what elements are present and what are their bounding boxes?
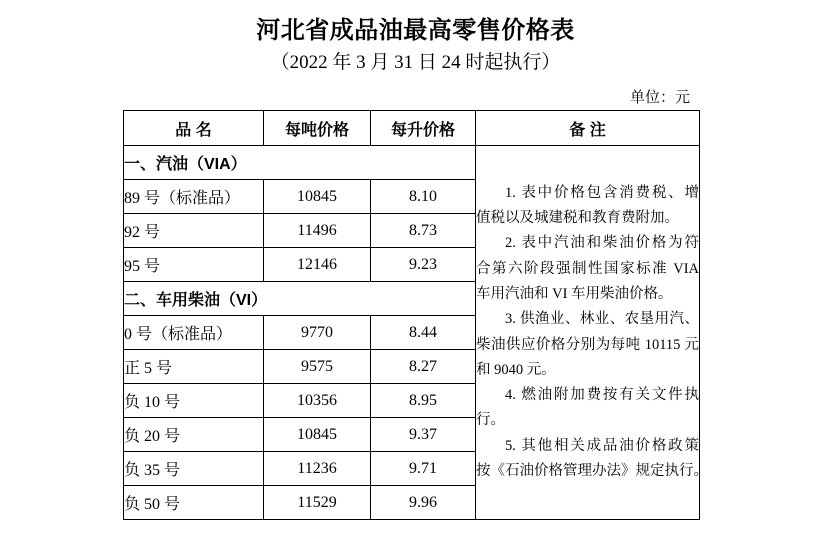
page-title: 河北省成品油最高零售价格表: [256, 18, 575, 44]
note-paragraph: [476, 231, 699, 307]
note-paragraph: [476, 307, 699, 383]
note-line: 合第六阶段强制性国家标准 VIA: [476, 260, 699, 277]
price-per-ton-cell: 12146: [264, 248, 371, 282]
note-paragraph: [476, 434, 708, 485]
product-name-cell: 95 号: [124, 248, 264, 282]
price-per-ton-cell: 11236: [264, 452, 371, 486]
price-per-ton-cell: 10845: [264, 418, 371, 452]
price-per-ton-cell: 10845: [264, 180, 371, 214]
section-row-gasoline: [124, 146, 700, 180]
note-line: 2. 表中汽油和柴油价格为符: [505, 235, 699, 252]
price-per-ton-cell: 10356: [264, 384, 371, 418]
product-name-cell: 正 5 号: [124, 350, 264, 384]
header-notes: 备 注: [476, 111, 700, 146]
price-per-liter-cell: 9.96: [371, 486, 476, 520]
header-price-per-liter: 每升价格: [371, 111, 476, 146]
price-per-liter-cell: 8.27: [371, 350, 476, 384]
note-line: 5. 其他相关成品油价格政策: [505, 437, 699, 454]
product-name-cell: 89 号（标准品）: [124, 180, 264, 214]
price-per-ton-cell: 11529: [264, 486, 371, 520]
price-per-ton-cell: 11496: [264, 214, 371, 248]
price-per-ton-cell: 9575: [264, 350, 371, 384]
header-price-per-ton: 每吨价格: [264, 111, 371, 146]
note-line: 4. 燃油附加费按有关文件执: [505, 387, 699, 404]
unit-label: 单位：元: [629, 90, 690, 106]
note-line: 1. 表中价格包含消费税、增: [505, 184, 699, 201]
price-per-liter-cell: 9.71: [371, 452, 476, 486]
note-line: 和 9040 元。: [476, 361, 556, 378]
note-line: 值税以及城建税和教育费附加。: [476, 210, 679, 227]
note-paragraph: [476, 383, 699, 434]
price-per-liter-cell: 8.95: [371, 384, 476, 418]
section-label: 二、车用柴油（VI）: [124, 282, 476, 316]
product-name-cell: 负 35 号: [124, 452, 264, 486]
price-per-ton-cell: 9770: [264, 316, 371, 350]
header-row: [124, 111, 700, 146]
product-name-cell: 92 号: [124, 214, 264, 248]
note-line: 3. 供渔业、林业、农垦用汽、: [505, 311, 699, 328]
product-name-cell: 负 50 号: [124, 486, 264, 520]
note-line: 按《石油价格管理办法》规定执行。: [476, 462, 708, 479]
note-line: 柴油供应价格分别为每吨 10115 元: [476, 336, 699, 353]
price-per-liter-cell: 9.23: [371, 248, 476, 282]
section-label: 一、汽油（VIA）: [124, 146, 476, 180]
product-name-cell: 0 号（标准品）: [124, 316, 264, 350]
price-per-liter-cell: 8.44: [371, 316, 476, 350]
price-table: [123, 110, 708, 520]
note-line: 行。: [476, 412, 505, 429]
effective-date: （2022 年 3 月 31 日 24 时起执行）: [270, 52, 561, 73]
note-paragraph: [476, 181, 699, 232]
price-per-liter-cell: 9.37: [371, 418, 476, 452]
price-per-liter-cell: 8.73: [371, 214, 476, 248]
product-name-cell: 负 20 号: [124, 418, 264, 452]
note-line: 车用汽油和 VI 车用柴油价格。: [476, 285, 673, 302]
notes-cell: [476, 146, 708, 520]
price-per-liter-cell: 8.10: [371, 180, 476, 214]
product-name-cell: 负 10 号: [124, 384, 264, 418]
header-product-name: 品 名: [124, 111, 264, 146]
